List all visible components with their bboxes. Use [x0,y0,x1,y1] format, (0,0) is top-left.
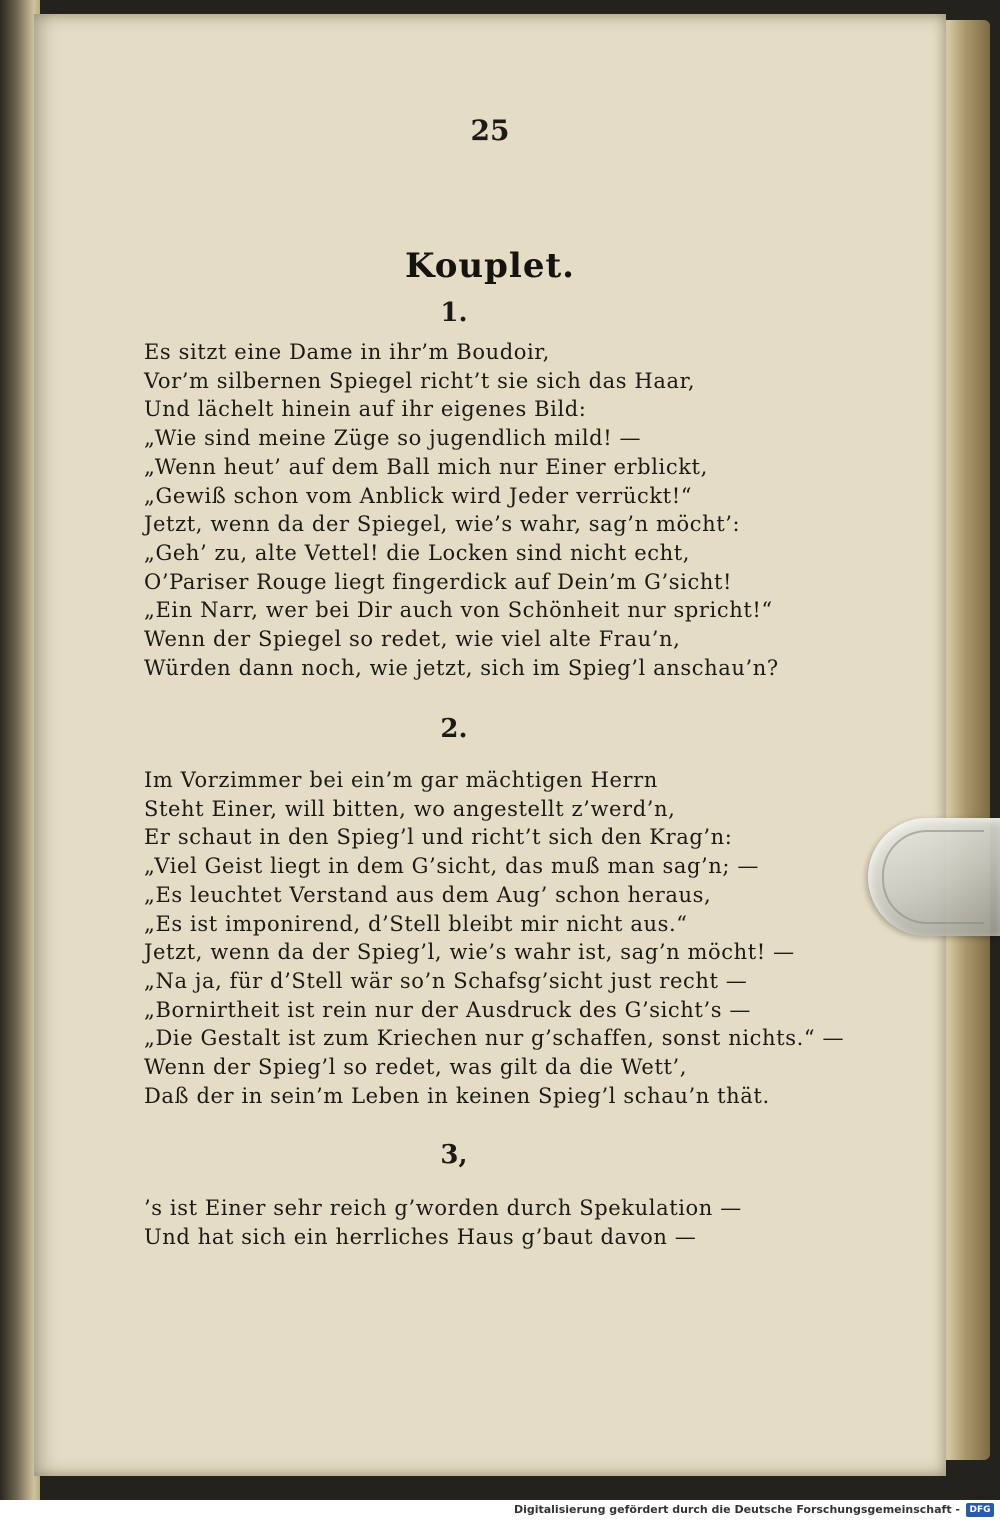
verse-line: Er schaut in den Spieg’l und richt’t sich den Krag’n: [144,825,733,850]
verse-line: „Wenn heut’ auf dem Ball mich nur Einer erblickt, [144,454,708,479]
verse-line: Jetzt, wenn da der Spiegel, wie’s wahr, sag’n möcht’: [144,512,741,537]
verse-line: „Bornirtheit ist rein nur der Ausdruck des G’sicht’s — [144,997,751,1022]
verse-line: Vor’m silbernen Spiegel richt’t sie sich das Haar, [144,368,696,393]
verse-line: O’Pariser Rouge liegt fingerdick auf Dein’m G’sicht! [144,569,733,594]
stanza-2 [144,766,844,1110]
verse-line: ’s ist Einer sehr reich g’worden durch Spekulation — [144,1196,742,1220]
verse-line: „Wie sind meine Züge so jugendlich mild! — [144,426,642,451]
verse-line: „Geh’ zu, alte Vettel! die Locken sind nicht echt, [144,540,691,565]
verse-line: Und lächelt hinein auf ihr eigenes Bild: [144,397,587,422]
page-title: Kouplet. [404,246,576,286]
page-number: 25 [470,114,510,147]
stanza-number: 2. [440,714,468,744]
verse-line: Wenn der Spieg’l so redet, was gilt da die Wett’, [144,1055,688,1080]
verse-line: „Gewiß schon vom Anblick wird Jeder verrückt!“ [144,483,693,508]
verse-line: „Viel Geist liegt in dem G’sicht, das muß man sag’n; — [144,854,759,879]
verse-line: Jetzt, wenn da der Spieg’l, wie’s wahr ist, sag’n möcht! — [144,940,795,965]
footer-bar [0,1500,1000,1520]
stanza-3 [144,1194,844,1251]
verse-line: Im Vorzimmer bei ein’m gar mächtigen Herrn [144,768,658,792]
dfg-logo: DFG [966,1503,994,1517]
verse-line: „Es leuchtet Verstand aus dem Aug’ schon heraus, [144,882,712,907]
verse-line: Wenn der Spiegel so redet, wie viel alte Frau’n, [144,627,681,652]
footer-credit: Digitalisierung gefördert durch die Deutsche Forschungsgemeinschaft - [513,1503,960,1516]
stanza-number: 3, [440,1140,468,1170]
verse-line: Daß der in sein’m Leben in keinen Spieg’l schau’n thät. [144,1083,770,1108]
verse-line: „Na ja, für d’Stell wär so’n Schafsg’sicht just recht — [144,968,748,993]
page-clip [868,818,1000,936]
verse-line: Steht Einer, will bitten, wo angestellt z’werd’n, [144,796,676,821]
stanza-number: 1. [440,298,468,328]
verse-line: „Es ist imponirend, d’Stell bleibt mir nicht aus.“ [144,911,688,936]
verse-line: Würden dann noch, wie jetzt, sich im Spieg’l anschau’n? [144,655,779,680]
book-page [34,14,946,1476]
verse-line: Und hat sich ein herrliches Haus g’baut davon — [144,1224,697,1249]
verse-line: „Ein Narr, wer bei Dir auch von Schönheit nur spricht!“ [144,598,773,623]
verse-line: Es sitzt eine Dame in ihr’m Boudoir, [144,340,550,364]
stanza-1 [144,338,844,682]
verse-line: „Die Gestalt ist zum Kriechen nur g’schaffen, sonst nichts.“ — [144,1026,845,1051]
